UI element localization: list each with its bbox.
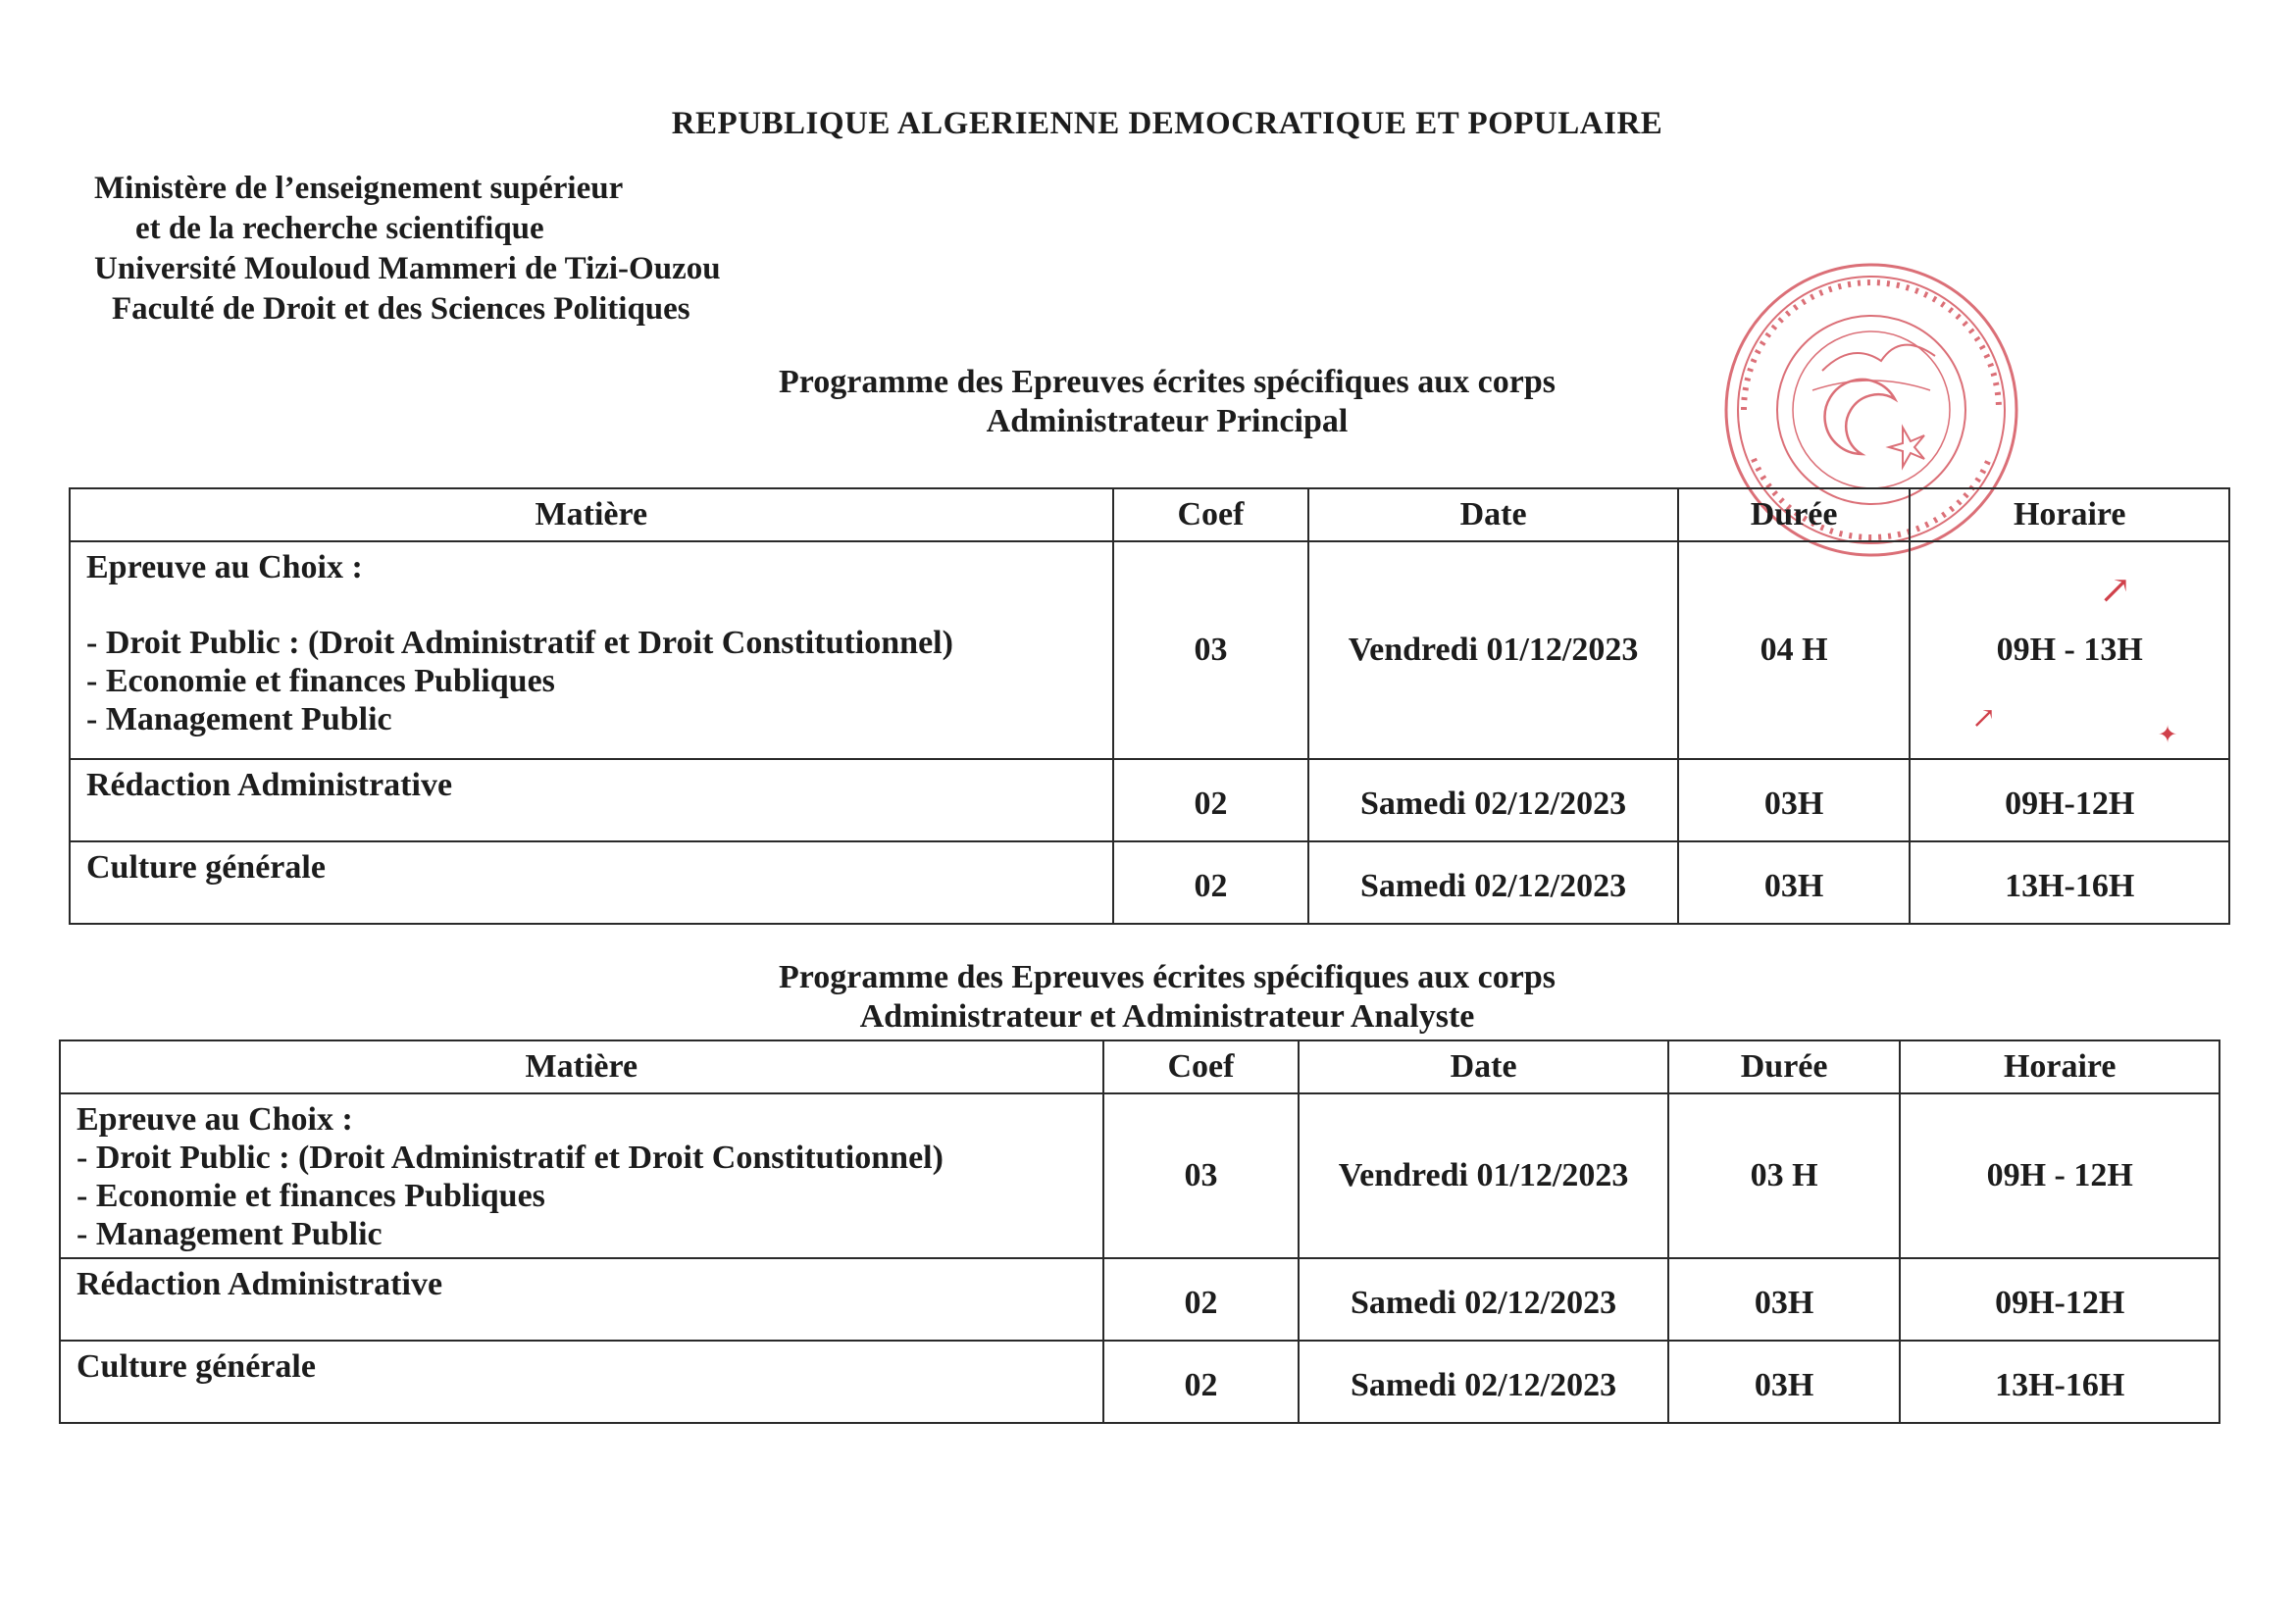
table-row bbox=[60, 1341, 2219, 1423]
date-cell: Samedi 02/12/2023 bbox=[1299, 1341, 1667, 1423]
column-header-duree: Durée bbox=[1678, 488, 1911, 541]
option-item: - Management Public bbox=[77, 1216, 383, 1252]
program-1-title-line-1: Programme des Epreuves écrites spécifiques aux corps bbox=[779, 364, 1556, 400]
institution-header bbox=[94, 169, 721, 330]
horaire-cell: 09H - 12H bbox=[1900, 1093, 2219, 1258]
horaire-cell: 09H - 13H bbox=[1910, 541, 2229, 759]
date-cell: Samedi 02/12/2023 bbox=[1308, 759, 1677, 841]
column-header-coef: Coef bbox=[1113, 488, 1309, 541]
matiere-cell: Culture générale bbox=[60, 1341, 1103, 1423]
matiere-cell bbox=[60, 1093, 1103, 1258]
option-item: - Management Public bbox=[86, 701, 392, 737]
coef-cell: 02 bbox=[1113, 841, 1309, 924]
table-row bbox=[70, 841, 2229, 924]
program-1-table bbox=[69, 487, 2230, 925]
ministry-line-2: et de la recherche scientifique bbox=[135, 211, 544, 246]
republic-title: REPUBLIQUE ALGERIENNE DEMOCRATIQUE ET POPULAIRE bbox=[671, 106, 1663, 141]
university-name: Université Mouloud Mammeri de Tizi-Ouzou bbox=[94, 251, 721, 286]
horaire-cell: 09H-12H bbox=[1910, 759, 2229, 841]
program-2-title bbox=[0, 958, 2296, 1037]
table-header-row bbox=[70, 488, 2229, 541]
duree-cell: 03H bbox=[1668, 1258, 1901, 1341]
coef-cell: 03 bbox=[1103, 1093, 1300, 1258]
column-header-matiere: Matière bbox=[60, 1040, 1103, 1093]
date-cell: Samedi 02/12/2023 bbox=[1308, 841, 1677, 924]
matiere-cell bbox=[70, 541, 1113, 759]
horaire-cell: 13H-16H bbox=[1910, 841, 2229, 924]
table-row bbox=[70, 541, 2229, 759]
program-2-table bbox=[59, 1040, 2220, 1424]
duree-cell: 03 H bbox=[1668, 1093, 1901, 1258]
program-1-title bbox=[0, 363, 2296, 441]
column-header-matiere: Matière bbox=[70, 488, 1113, 541]
column-header-duree: Durée bbox=[1668, 1040, 1901, 1093]
table-header-row bbox=[60, 1040, 2219, 1093]
matiere-label: Epreuve au Choix : bbox=[77, 1101, 353, 1138]
matiere-cell: Rédaction Administrative bbox=[70, 759, 1113, 841]
column-header-horaire: Horaire bbox=[1900, 1040, 2219, 1093]
pen-mark: ↗ bbox=[1971, 702, 1997, 735]
duree-cell: 04 H bbox=[1678, 541, 1911, 759]
column-header-coef: Coef bbox=[1103, 1040, 1300, 1093]
duree-cell: 03H bbox=[1678, 759, 1911, 841]
pen-mark: ↗ bbox=[2099, 568, 2132, 612]
coef-cell: 02 bbox=[1103, 1258, 1300, 1341]
program-2-title-line-2: Administrateur et Administrateur Analyste bbox=[859, 998, 1475, 1035]
column-header-horaire: Horaire bbox=[1910, 488, 2229, 541]
date-cell: Samedi 02/12/2023 bbox=[1299, 1258, 1667, 1341]
duree-cell: 03H bbox=[1678, 841, 1911, 924]
horaire-cell: 09H-12H bbox=[1900, 1258, 2219, 1341]
option-item: - Droit Public : (Droit Administratif et Droit Constitutionnel) bbox=[77, 1140, 944, 1176]
program-1-title-line-2: Administrateur Principal bbox=[986, 403, 1349, 439]
coef-cell: 02 bbox=[1103, 1341, 1300, 1423]
option-item: - Droit Public : (Droit Administratif et Droit Constitutionnel) bbox=[86, 625, 953, 661]
column-header-date: Date bbox=[1308, 488, 1677, 541]
table-row bbox=[70, 759, 2229, 841]
table-row bbox=[60, 1093, 2219, 1258]
option-item: - Economie et finances Publiques bbox=[86, 663, 555, 699]
matiere-cell: Culture générale bbox=[70, 841, 1113, 924]
coef-cell: 02 bbox=[1113, 759, 1309, 841]
faculty-name: Faculté de Droit et des Sciences Politiques bbox=[112, 291, 690, 327]
horaire-cell: 13H-16H bbox=[1900, 1341, 2219, 1423]
duree-cell: 03H bbox=[1668, 1341, 1901, 1423]
date-cell: Vendredi 01/12/2023 bbox=[1308, 541, 1677, 759]
ministry-line-1: Ministère de l’enseignement supérieur bbox=[94, 171, 624, 206]
table-row bbox=[60, 1258, 2219, 1341]
option-item: - Economie et finances Publiques bbox=[77, 1178, 545, 1214]
matiere-cell: Rédaction Administrative bbox=[60, 1258, 1103, 1341]
date-cell: Vendredi 01/12/2023 bbox=[1299, 1093, 1667, 1258]
coef-cell: 03 bbox=[1113, 541, 1309, 759]
program-2-title-line-1: Programme des Epreuves écrites spécifiques aux corps bbox=[779, 959, 1556, 995]
column-header-date: Date bbox=[1299, 1040, 1667, 1093]
matiere-label: Epreuve au Choix : bbox=[86, 549, 363, 585]
pen-mark: ✦ bbox=[2158, 723, 2178, 748]
